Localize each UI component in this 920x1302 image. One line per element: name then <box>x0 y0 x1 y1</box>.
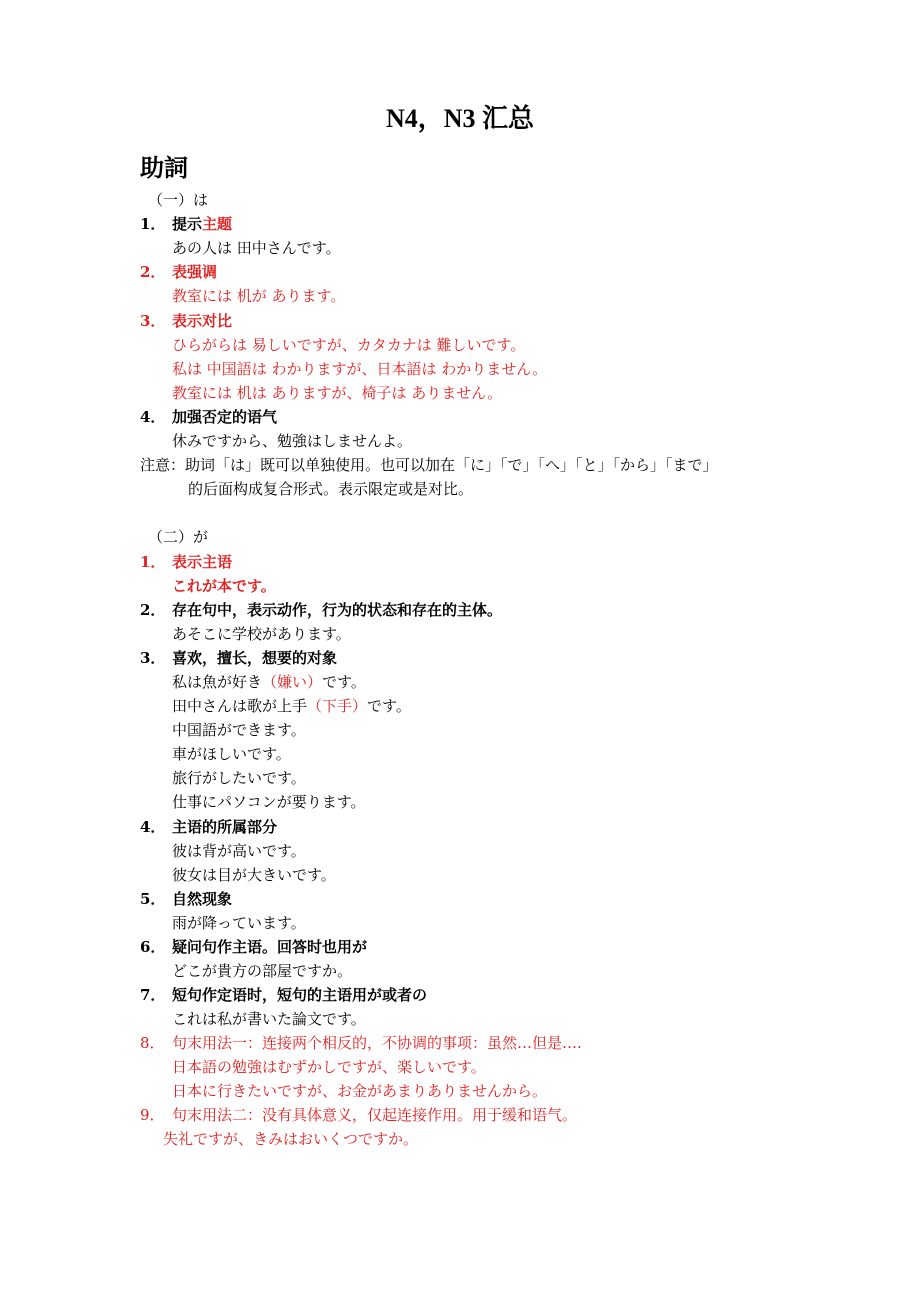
example-sentence: ひらがらは 易しいですが、カタカナは 難しいです。 <box>172 336 526 354</box>
item-title: 存在句中，表示动作，行为的状态和存在的主体。 <box>172 601 503 619</box>
example-sentence: これが本です。 <box>172 577 276 595</box>
item-title: 提示 <box>172 215 203 233</box>
example-sentence: これは私が書いた論文です。 <box>172 1010 366 1028</box>
item-heading <box>140 817 277 837</box>
item-title: 句末用法二：没有具体意义，仅起连接作用。用于缓和语气。 <box>172 1106 578 1124</box>
example-sentence: 旅行がしたいです。 <box>172 769 306 787</box>
sentence-part: 私は魚が好き <box>172 673 263 691</box>
item-heading <box>140 1105 577 1125</box>
item-title: 短句作定语时，短句的主语用が或者の <box>172 986 428 1004</box>
note-text: 的后面构成复合形式。表示限定或是对比。 <box>188 480 474 498</box>
note-text: 注意：助词「は」既可以单独使用。也可以加在「に」「で」「へ」「と」「から」「まで」 <box>140 456 718 474</box>
example-sentence: 雨が降っています。 <box>172 914 306 932</box>
example-sentence: 日本に行きたいですが、お金があまりありませんから。 <box>172 1082 548 1100</box>
item-heading <box>140 262 217 282</box>
item-title: 疑问句作主语。回答时也用が <box>172 938 368 956</box>
item-number: 2． <box>140 263 166 281</box>
item-heading <box>140 552 232 572</box>
example-sentence <box>172 672 366 692</box>
example-sentence: あそこに学校があります。 <box>172 625 351 643</box>
item-number: 6． <box>140 938 166 956</box>
item-title: 加强否定的语气 <box>172 408 278 426</box>
item-title: 表示主语 <box>172 553 233 571</box>
item-title: 句末用法一：连接两个相反的，不协调的事项：虽然…但是…. <box>172 1034 582 1052</box>
example-sentence: 彼女は目が大きいです。 <box>172 866 336 884</box>
example-sentence: どこが貴方の部屋ですか。 <box>172 962 353 980</box>
sentence-part: です。 <box>367 697 411 715</box>
item-number: 5． <box>140 890 166 908</box>
item-heading <box>140 937 367 957</box>
antonym-note: （下手） <box>307 697 368 715</box>
page-title: N4，N3 汇总 <box>385 104 535 133</box>
example-sentence: 彼は背が高いです。 <box>172 842 306 860</box>
sentence-part: です。 <box>322 673 366 691</box>
section-heading: 助詞 <box>140 153 188 182</box>
item-title: 主语的所属部分 <box>172 818 278 836</box>
item-heading <box>140 985 427 1005</box>
item-title: 喜欢，擅长，想要的对象 <box>172 649 338 667</box>
item-title: 表示对比 <box>172 312 233 330</box>
item-number: 9． <box>140 1106 165 1124</box>
item-heading <box>140 407 277 427</box>
example-sentence: 失礼ですが、きみはおいくつですか。 <box>163 1130 419 1148</box>
item-number: 2． <box>140 601 166 619</box>
example-sentence: 教室には 机は ありますが、椅子は ありません。 <box>172 384 503 402</box>
example-sentence: 休みですから、勉強はしませんよ。 <box>172 432 413 450</box>
section-label-ga: （二）が <box>148 528 209 546</box>
item-number: 4． <box>140 408 166 426</box>
item-number: 4． <box>140 818 166 836</box>
example-sentence: 私は 中国語は わかりますが、日本語は わかりません。 <box>172 360 548 378</box>
example-sentence: 教室には 机が あります。 <box>172 287 346 305</box>
example-sentence: 仕事にパソコンが要ります。 <box>172 793 366 811</box>
item-heading <box>140 1033 582 1053</box>
item-heading <box>140 889 232 909</box>
item-number: 3． <box>140 312 166 330</box>
item-number: 8． <box>140 1034 165 1052</box>
item-number: 1． <box>140 215 166 233</box>
item-number: 7． <box>140 986 166 1004</box>
item-heading <box>140 648 337 668</box>
example-sentence: 車がほしいです。 <box>172 745 291 763</box>
item-number: 1． <box>140 553 166 571</box>
item-heading <box>140 600 502 620</box>
item-heading <box>140 311 232 331</box>
section-label-wa: （一）は <box>148 191 209 209</box>
item-heading <box>140 214 232 234</box>
antonym-note: （嫌い） <box>262 673 323 691</box>
item-title: 自然现象 <box>172 890 233 908</box>
example-sentence: あの人は 田中さんです。 <box>172 239 341 257</box>
example-sentence: 日本語の勉強はむずかしですが、楽しいです。 <box>172 1058 486 1076</box>
example-sentence: 中国語ができます。 <box>172 721 306 739</box>
example-sentence <box>172 696 411 716</box>
item-number: 3． <box>140 649 166 667</box>
item-title-highlight: 主题 <box>202 215 233 233</box>
sentence-part: 田中さんは歌が上手 <box>172 697 308 715</box>
item-title: 表强调 <box>172 263 218 281</box>
